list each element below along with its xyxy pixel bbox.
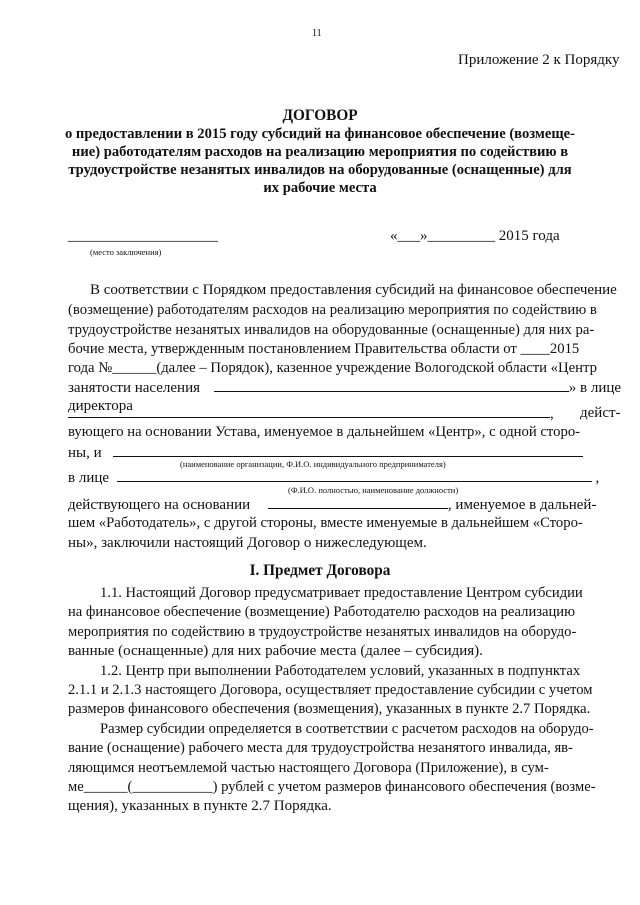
intro-line-7: директора: [68, 398, 133, 414]
clause-1-1-line-1: 1.1. Настоящий Договор предусматривает предоставление Центром субсидии: [100, 585, 583, 601]
acting-label: дейст-: [580, 405, 621, 421]
clause-1-1-line-2: на финансовое обеспечение (возмещение) Работодателю расходов на реализацию: [68, 604, 576, 620]
director-blank: [68, 403, 550, 418]
named-label: , именуемое в дальней-: [447, 497, 597, 513]
title-line-1: о предоставлении в 2015 году субсидий на финансовое обеспечение (возмеще-: [64, 126, 575, 142]
intro-line-1: В соответствии с Порядком предоставления субсидий на финансовое обеспечение: [90, 282, 617, 298]
date-blank: «___»_________ 2015 года: [390, 228, 560, 244]
subsidy-size-line-5: щения), указанных в пункте 2.7 Порядка.: [68, 798, 332, 814]
acting-basis-label: действующего на основании: [68, 497, 251, 513]
clause-1-2-line-1: 1.2. Центр при выполнении Работодателем условий, указанных в подпунктах: [100, 663, 581, 679]
subsidy-size-line-4: ме______(___________) рублей с учетом размеров финансового обеспечения (возме-: [68, 779, 596, 795]
intro-line-9: вующего на основании Устава, именуемое в дальнейшем «Центр», с одной сторо-: [68, 424, 581, 440]
place-blank: ____________________: [68, 228, 218, 244]
intro-line-11: в лице ,: [68, 467, 599, 488]
and-label: ны, и: [68, 445, 102, 461]
intro-line-2: (возмещение) работодателям расходов на реализацию мероприятия по содействию в: [68, 302, 597, 318]
organization-blank: [113, 442, 583, 457]
subsidy-size-line-3: ляющимся неотъемлемой частью настоящего Договора (Приложение), в сум-: [68, 760, 549, 776]
intro-line-3: трудоустройстве незанятых инвалидов на оборудованные (оснащенные) для них ра-: [68, 322, 595, 338]
title-line-2: ние) работодателям расходов на реализацию мероприятия по содействию в: [71, 144, 569, 160]
title-line-3: трудоустройстве незанятых инвалидов на оборудованные (оснащенные) для: [68, 162, 572, 178]
section-1-heading: I. Предмет Договора: [249, 562, 391, 579]
clause-1-1-line-4: ванные (оснащенные) для них рабочие места (далее – субсидия).: [68, 643, 483, 659]
intro-line-14: ны», заключили настоящий Договор о нижеследующем.: [68, 535, 427, 551]
intro-line-5: года №______(далее – Порядок), казенное учреждение Вологодской области «Центр: [68, 360, 597, 376]
clause-1-1-line-3: мероприятия по содействию в трудоустройстве незанятых инвалидов на оборудо-: [68, 624, 577, 640]
intro-line-12: [68, 494, 596, 515]
basis-blank: [268, 494, 448, 509]
employment-center-blank: [214, 377, 569, 392]
place-caption: (место заключения): [90, 247, 162, 257]
page-number: 11: [312, 28, 322, 39]
intro-line-13: шем «Работодатель», с другой стороны, вместе именуемые в дальнейшем «Сторо-: [68, 515, 583, 531]
subsidy-size-line-1: Размер субсидии определяется в соответствии с расчетом расходов на оборудо-: [100, 721, 594, 737]
in-person-label: » в лице: [568, 380, 622, 396]
intro-line-6: [68, 377, 621, 398]
document-title: ДОГОВОР: [282, 107, 358, 124]
representative-caption: (Ф.И.О. полностью, наименование должности): [288, 485, 459, 495]
subsidy-size-line-2: вание (оснащение) рабочего места для трудоустройства незанятого инвалида, яв-: [68, 740, 573, 756]
appendix-label: Приложение 2 к Порядку: [458, 52, 620, 68]
intro-line-4: бочие места, утвержденным постановлением Правительства области от ____2015: [68, 341, 580, 357]
organization-caption: (наименование организации, Ф.И.О. индивидуального предпринимателя): [180, 459, 446, 469]
title-line-4: их рабочие места: [263, 180, 377, 196]
employment-center-label: занятости населения: [68, 380, 201, 396]
intro-line-8: ,: [68, 403, 554, 424]
representative-blank: [117, 467, 592, 482]
clause-1-2-line-2: 2.1.1 и 2.1.3 настоящего Договора, осуществляет предоставление субсидии с учетом: [68, 682, 593, 698]
in-person-label-2: в лице: [68, 470, 110, 486]
clause-1-2-line-3: размеров финансового обеспечения (возмещения), указанных в пункте 2.7 Порядка.: [68, 701, 591, 717]
